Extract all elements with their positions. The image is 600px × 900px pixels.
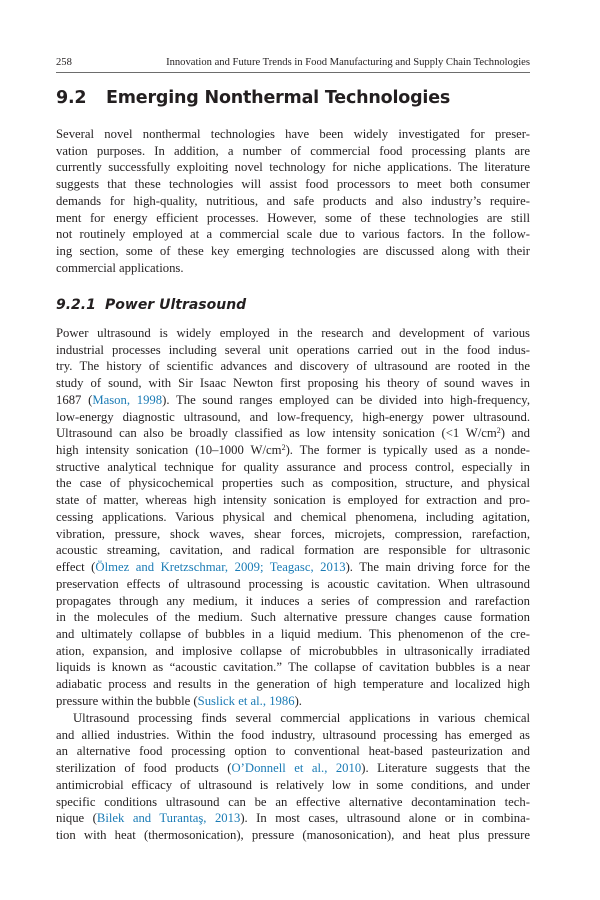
superscript: 2: [496, 426, 501, 436]
text-line: [56, 126, 530, 143]
text-segment: cessing applications. Various physical and chemical phenomena, including agitation,: [56, 509, 530, 524]
text-segment: ). In most cases, ultrasound alone or in combina-: [240, 811, 530, 826]
text-segment: vibration, pressure, shock waves, shear forces, microjets, compression, rarefaction,: [56, 526, 530, 541]
text-segment: and allied industries. Within the food industry, ultrasound processing has emerged as: [56, 727, 530, 742]
text-segment: in the molecules of the medium. Such alternative pressure changes cause formation: [56, 610, 530, 625]
text-line: [56, 743, 530, 760]
text-segment: ).: [294, 693, 302, 708]
text-segment: low-energy diagnostic ultrasound, and low-frequency, high-energy power ultrasound.: [56, 409, 530, 424]
text-line: [56, 693, 530, 710]
text-segment: ). The sound ranges employed can be divided into high-frequency,: [162, 392, 530, 407]
text-segment: effect (: [56, 560, 96, 575]
text-segment: 1687 (: [56, 392, 93, 407]
text-segment: an alternative food processing option to conventional heat-based pasteurization and: [56, 744, 530, 759]
text-segment: structive analytical technique for quality assurance and process control, especially in: [56, 459, 530, 474]
text-line: [56, 609, 530, 626]
page-number: 258: [56, 57, 72, 68]
text-segment: pressure within the bubble (: [56, 693, 198, 708]
text-segment: Power ultrasound is widely employed in the research and development of various: [56, 326, 530, 340]
text-segment: ation, expansion, and implosive collapse of microbubbles in ultrasonically irradiated: [56, 643, 530, 658]
text-segment: vation purposes. In addition, a number of commercial food processing plants are: [56, 143, 530, 158]
text-segment: ). The former is typically used as a nonde-: [285, 443, 530, 458]
text-line: [56, 794, 530, 811]
text-line: [56, 827, 530, 844]
text-line: [56, 643, 530, 660]
text-line: [56, 459, 530, 476]
text-segment: suggests that these technologies will assist food processors to meet both consumer: [56, 177, 530, 192]
text-segment: adiabatic process and results in the generation of high temperature and localized high: [56, 677, 530, 692]
citation-link[interactable]: Ölmez and Kretzschmar, 2009; Teagasc, 2013: [95, 560, 346, 575]
text-line: [56, 226, 530, 243]
subsection-heading: [56, 297, 246, 313]
text-segment: state of matter, whereas high intensity sonication is employed for extraction and pro-: [56, 493, 530, 508]
text-line: [56, 593, 530, 610]
text-segment: ). The main driving force for the: [345, 560, 530, 575]
text-segment: currently successfully exploiting novel technology for niche applications. The literature: [56, 160, 530, 175]
subsection-title: Power Ultrasound: [105, 297, 247, 313]
citation-link[interactable]: O’Donnell et al., 2010: [231, 761, 362, 776]
citation-link[interactable]: Bilek and Turantaş, 2013: [96, 811, 241, 826]
text-line: [56, 576, 530, 593]
text-line: [56, 777, 530, 794]
text-segment: preservation effects of ultrasound processing is acoustic cavitation. When ultrasound: [56, 576, 530, 591]
paragraph-applications: [56, 710, 530, 844]
text-line: [56, 710, 530, 727]
text-line: [56, 210, 530, 227]
text-line: [56, 243, 530, 260]
text-segment: commercial applications.: [56, 260, 184, 275]
text-segment: propagates through any medium, it induces a series of compression and rarefaction: [56, 593, 530, 608]
paragraph-power-ultrasound: [56, 325, 530, 710]
text-line: [56, 659, 530, 676]
text-line: [56, 727, 530, 744]
text-segment: Several novel nonthermal technologies have been widely investigated for preser-: [56, 127, 530, 141]
text-line: [56, 442, 530, 459]
text-segment: not routinely employed at a commercial scale due to various factors. In the follow-: [56, 227, 530, 242]
text-segment: acoustic streaming, cavitation, and radical formation are responsible for ultrasonic: [56, 543, 530, 558]
text-line: [56, 375, 530, 392]
text-line: [56, 260, 530, 277]
text-segment: study of sound, with Sir Isaac Newton first proposing his theory of sound waves in: [56, 376, 530, 391]
text-line: [56, 492, 530, 509]
text-line: [56, 193, 530, 210]
text-line: [56, 676, 530, 693]
text-line: [56, 392, 530, 409]
text-segment: Ultrasound can also be broadly classified as low intensity sonication (<1 W/cm: [56, 426, 497, 441]
text-line: [56, 626, 530, 643]
text-line: [56, 409, 530, 426]
text-line: [56, 143, 530, 160]
text-line: [56, 509, 530, 526]
paragraph-intro: [56, 126, 530, 276]
section-number: 9.2: [56, 88, 87, 108]
text-line: [56, 760, 530, 777]
text-segment: try. The history of scientific advances and discovery of ultrasound are rooted in the: [56, 359, 530, 374]
text-line: [56, 176, 530, 193]
running-header: [56, 54, 530, 73]
text-segment: ). Literature suggests that the: [361, 761, 530, 776]
text-segment: ) and: [500, 426, 530, 441]
text-segment: industrial processes including several unit operations carried out in the food indus-: [56, 342, 530, 357]
text-line: [56, 159, 530, 176]
text-segment: demands for high-quality, nutritious, and safe products and also industry’s require-: [56, 193, 530, 208]
section-title: Emerging Nonthermal Technologies: [106, 88, 451, 108]
text-segment: tion with heat (thermosonication), pressure (manosonication), and heat plus pressure: [56, 828, 530, 843]
text-segment: Ultrasound processing finds several commercial applications in various chemical: [73, 711, 530, 725]
text-line: [56, 526, 530, 543]
text-line: [56, 559, 530, 576]
text-line: [56, 342, 530, 359]
text-line: [56, 425, 530, 442]
subsection-number: 9.2.1: [56, 297, 96, 313]
text-segment: sterilization of food products (: [56, 761, 232, 776]
text-segment: and ultimately collapse of bubbles in a liquid medium. This phenomenon of the cre-: [56, 626, 530, 641]
text-segment: the case of physicochemical properties such as composition, structure, and physical: [56, 476, 530, 491]
section-heading: [56, 88, 450, 108]
text-line: [56, 358, 530, 375]
text-segment: antimicrobial efficacy of ultrasound is relatively low in some conditions, and under: [56, 777, 530, 792]
text-line: [56, 542, 530, 559]
text-line: [56, 325, 530, 342]
text-segment: specific conditions ultrasound can be an effective alternative decontamination tech-: [56, 794, 530, 809]
running-title: Innovation and Future Trends in Food Manufacturing and Supply Chain Technologies: [166, 57, 530, 68]
text-segment: ing section, some of these key emerging technologies are discussed along with their: [56, 244, 530, 259]
text-segment: ment for energy efficient processes. However, some of these technologies are still: [56, 210, 530, 225]
citation-link[interactable]: Mason, 1998: [92, 392, 163, 407]
text-segment: high intensity sonication (10–1000 W/cm: [56, 443, 282, 458]
citation-link[interactable]: Suslick et al., 1986: [197, 693, 295, 708]
text-segment: liquids is known as “acoustic cavitation.” The collapse of cavitation bubbles is a near: [56, 660, 530, 675]
text-line: [56, 475, 530, 492]
text-line: [56, 810, 530, 827]
superscript: 2: [281, 443, 286, 453]
text-segment: nique (: [56, 811, 97, 826]
